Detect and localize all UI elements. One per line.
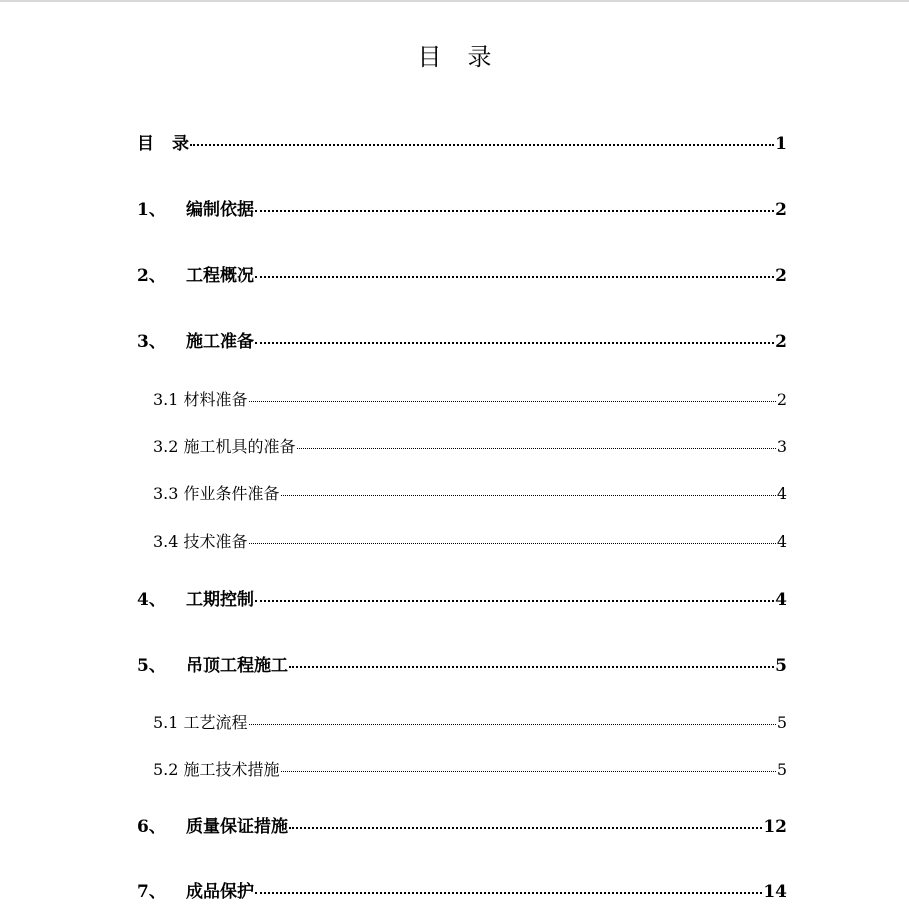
toc-page-number: 2: [776, 390, 787, 409]
dot-leader: [289, 666, 774, 668]
toc-entry-contents[interactable]: [137, 132, 787, 156]
toc-entry-number: 5、: [137, 656, 166, 676]
toc-entry-text: 5.1 工艺流程: [153, 713, 248, 732]
toc-page-number: 4: [775, 590, 787, 610]
toc-entry-7[interactable]: [137, 880, 787, 904]
toc-entry-5-1[interactable]: [153, 711, 787, 735]
toc-entry-number: 1、: [137, 200, 166, 220]
toc-entry-text: 施工准备: [186, 332, 254, 352]
toc-page-number: 2: [775, 266, 787, 286]
toc-entry-number: 3、: [137, 332, 166, 352]
toc-entry-text: 3.1 材料准备: [153, 390, 248, 409]
toc-entry-text: 工程概况: [186, 266, 254, 286]
toc-entry-3-3[interactable]: [153, 482, 787, 506]
toc-page-number: 3: [776, 437, 787, 456]
toc-entry-number: 7、: [137, 882, 166, 902]
dot-leader: [249, 724, 776, 725]
toc-entry-text: 质量保证措施: [186, 817, 288, 837]
toc-entry-text: 工期控制: [186, 590, 254, 610]
toc-entry-text: 5.2 施工技术措施: [153, 760, 280, 779]
toc-page-number: 4: [776, 532, 787, 551]
page-title: [0, 40, 909, 74]
toc-page-number: 2: [775, 200, 787, 220]
toc-entry-6[interactable]: [137, 815, 787, 839]
toc-entry-5[interactable]: [137, 654, 787, 678]
toc-entry-3[interactable]: [137, 330, 787, 354]
dot-leader: [190, 144, 774, 146]
toc-page-number: 4: [776, 484, 787, 503]
dot-leader: [255, 600, 774, 602]
dot-leader: [297, 448, 776, 449]
dot-leader: [255, 276, 774, 278]
toc-entry-3-1[interactable]: [153, 388, 787, 412]
toc-entry-text: 3.3 作业条件准备: [153, 484, 280, 503]
toc-entry-text: 3.4 技术准备: [153, 532, 248, 551]
dot-leader: [249, 401, 776, 402]
toc-entry-text: 成品保护: [186, 882, 254, 902]
title-char-1: 目: [417, 43, 442, 71]
dot-leader: [255, 342, 774, 344]
toc-entry-text: 吊顶工程施工: [186, 656, 288, 676]
dot-leader: [255, 210, 774, 212]
title-char-2: 录: [467, 43, 492, 71]
toc-page-number: 12: [763, 817, 787, 837]
dot-leader: [249, 543, 776, 544]
toc-entry-3-4[interactable]: [153, 530, 787, 554]
dot-leader: [255, 892, 762, 894]
toc-entry-text: 编制依据: [186, 200, 254, 220]
toc-entry-number: 6、: [137, 817, 166, 837]
toc-page-number: 5: [775, 656, 787, 676]
dot-leader: [281, 495, 776, 496]
toc-entry-4[interactable]: [137, 588, 787, 612]
toc-page-number: 14: [763, 882, 787, 902]
toc-page-number: 2: [775, 332, 787, 352]
dot-leader: [289, 827, 762, 829]
toc-entry-number: 2、: [137, 266, 166, 286]
toc-page-number: 5: [776, 760, 787, 779]
dot-leader: [281, 771, 776, 772]
toc-entry-5-2[interactable]: [153, 758, 787, 782]
toc-page-number: 1: [775, 134, 787, 154]
toc-entry-text: 目 录: [137, 134, 189, 154]
toc-entry-2[interactable]: [137, 264, 787, 288]
page-top-border: [0, 0, 909, 2]
toc-page-number: 5: [776, 713, 787, 732]
toc-entry-text: 3.2 施工机具的准备: [153, 437, 296, 456]
toc-entry-number: 4、: [137, 590, 166, 610]
toc-entry-3-2[interactable]: [153, 435, 787, 459]
toc-entry-1[interactable]: [137, 198, 787, 222]
